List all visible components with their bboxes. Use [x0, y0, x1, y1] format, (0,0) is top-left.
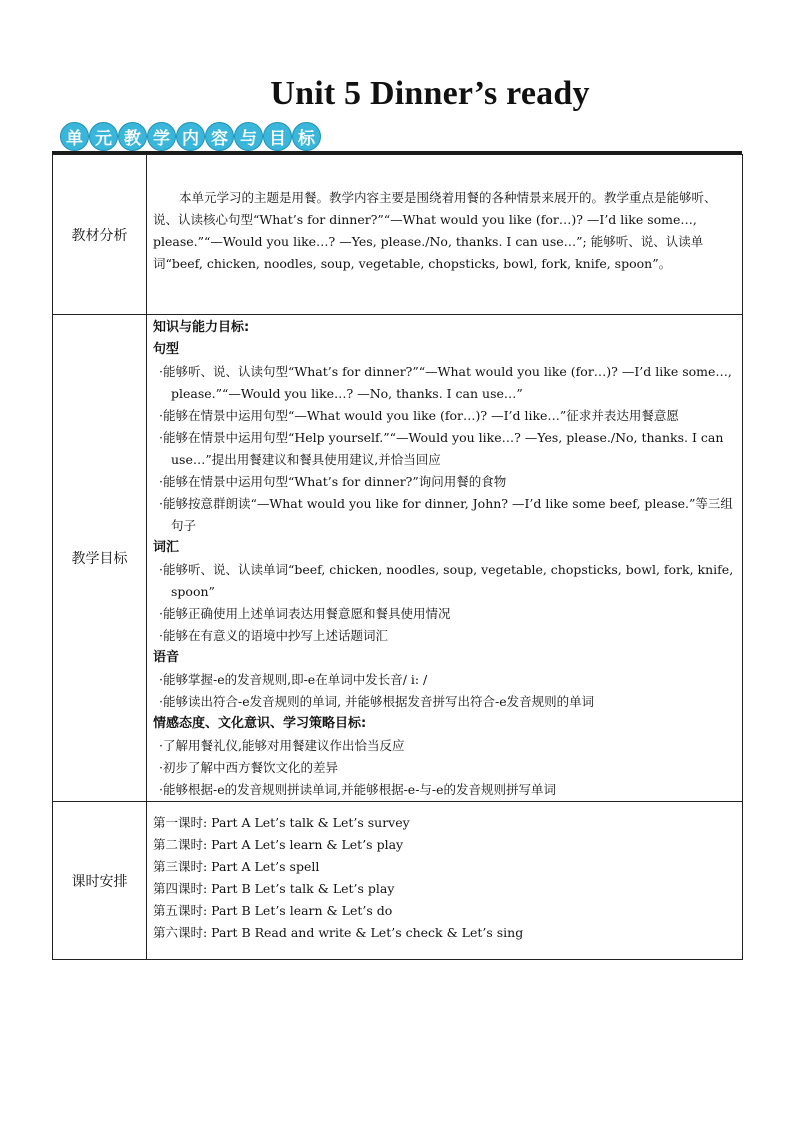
list-item: ·能够听、说、认读单词“beef, chicken, noodles, soup, vegetable, chopsticks, bowl, fork, knife, spoon”	[159, 562, 734, 599]
goals-cell	[147, 315, 743, 802]
list-item: ·能够读出符合-e发音规则的单词, 并能够根据发音拼写出符合-e发音规则的单词	[159, 694, 595, 709]
list-item: ·能够在情景中运用句型“—What would you like (for…)? —I’d like…”征求并表达用餐意愿	[159, 408, 679, 423]
banner-char: 学	[147, 122, 176, 151]
list-item: ·能够根据-e的发音规则拼读单词,并能够根据-e-与-e的发音规则拼写单词	[159, 782, 557, 797]
analysis-label: 教材分析	[53, 155, 147, 315]
banner-char: 内	[176, 122, 205, 151]
analysis-row	[53, 155, 743, 315]
affect-heading: 情感态度、文化意识、学习策略目标:	[153, 716, 367, 731]
unit-plan-table	[52, 154, 743, 960]
list-item: 第五课时: Part B Let’s learn & Let’s do	[153, 903, 393, 918]
analysis-cell	[147, 155, 743, 315]
goals-row	[53, 315, 743, 802]
list-item: ·初步了解中西方餐饮文化的差异	[159, 760, 338, 775]
banner-char: 目	[263, 122, 292, 151]
banner-char: 容	[205, 122, 234, 151]
list-item: 第四课时: Part B Let’s talk & Let’s play	[153, 881, 395, 896]
list-item: ·能够听、说、认读句型“What’s for dinner?”“—What would you like (for…)? —I’d like some…, please.”“—Would you like…? —No, thanks. I can use…”	[159, 364, 732, 401]
banner-char: 与	[234, 122, 263, 151]
banner-char: 元	[89, 122, 118, 151]
list-item: ·能够在情景中运用句型“Help yourself.”“—Would you like…? —Yes, please./No, thanks. I can use…”提出用餐建议和餐具使用建议,并恰当回应	[159, 430, 724, 467]
banner-char: 单	[60, 122, 89, 151]
list-item: ·能够按意群朗读“—What would you like for dinner, John? —I’d like some beef, please.”等三组句子	[159, 496, 733, 533]
list-item: ·能够正确使用上述单词表达用餐意愿和餐具使用情况	[159, 606, 451, 621]
list-item: 第二课时: Part A Let’s learn & Let’s play	[153, 837, 404, 852]
section-banner	[60, 122, 321, 152]
sentence-heading: 句型	[153, 342, 180, 357]
vocab-heading: 词汇	[153, 540, 180, 555]
phonics-heading: 语音	[153, 650, 180, 665]
schedule-row	[53, 802, 743, 960]
banner-char: 标	[292, 122, 321, 151]
goals-label: 教学目标	[53, 315, 147, 802]
list-item: ·能够在情景中运用句型“What’s for dinner?”询问用餐的食物	[159, 474, 507, 489]
list-item: ·了解用餐礼仪,能够对用餐建议作出恰当反应	[159, 738, 405, 753]
list-item: 第六课时: Part B Read and write & Let’s check & Let’s sing	[153, 925, 524, 940]
knowledge-heading: 知识与能力目标:	[153, 320, 250, 335]
list-item: 第一课时: Part A Let’s talk & Let’s survey	[153, 815, 410, 830]
schedule-cell	[147, 802, 743, 960]
schedule-label: 课时安排	[53, 802, 147, 960]
analysis-text: 本单元学习的主题是用餐。教学内容主要是围绕着用餐的各种情景来展开的。教学重点是能够听、说、认读核心句型“What’s for dinner?”“—What would you like (for…)? —I’d like some…, please.”“—Would you like…? —Yes, please./No, thanks. I can use…”; 能够听、说、认读单词“beef, chicken, noodles, soup, vegetable, chopsticks, bowl, fork, knife, spoon”。	[153, 190, 717, 271]
page-title: Unit 5 Dinner’s ready	[270, 75, 590, 112]
list-item: 第三课时: Part A Let’s spell	[153, 859, 320, 874]
list-item: ·能够掌握-e的发音规则,即-e在单词中发长音/ i: /	[159, 672, 428, 687]
list-item: ·能够在有意义的语境中抄写上述话题词汇	[159, 628, 388, 643]
banner-char: 教	[118, 122, 147, 151]
